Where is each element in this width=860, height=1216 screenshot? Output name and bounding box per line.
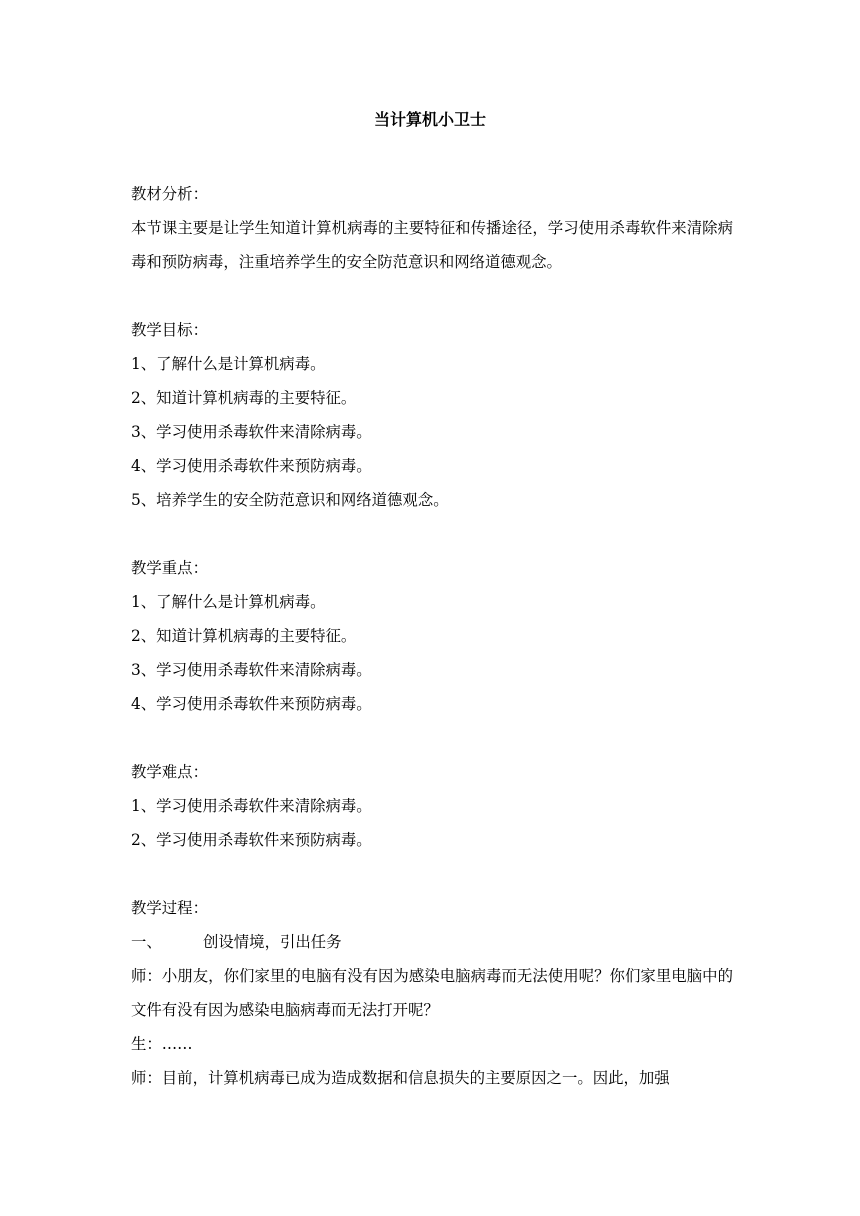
difficulties-heading: 教学难点：: [131, 763, 208, 781]
analysis-text: 本节课主要是让学生知道计算机病毒的主要特征和传播途径，学习使用杀毒软件来清除病毒和预防病毒，注重培养学生的安全防范意识和网络道德观念。: [131, 219, 733, 271]
goal-item: 3、学习使用杀毒软件来清除病毒。: [131, 423, 372, 441]
difficulty-item: 2、学习使用杀毒软件来预防病毒。: [131, 831, 372, 849]
difficulty-item: 1、学习使用杀毒软件来清除病毒。: [131, 797, 372, 815]
goal-item: 4、学习使用杀毒软件来预防病毒。: [131, 457, 372, 475]
goals-heading: 教学目标：: [131, 321, 208, 339]
spacer: [131, 517, 733, 551]
key-point-item: 4、学习使用杀毒软件来预防病毒。: [131, 695, 372, 713]
key-points-heading: 教学重点：: [131, 559, 208, 577]
spacer: [131, 279, 733, 313]
key-point-item: 1、了解什么是计算机病毒。: [131, 593, 326, 611]
process-heading: 教学过程：: [131, 899, 208, 917]
goal-item: 2、知道计算机病毒的主要特征。: [131, 389, 357, 407]
teacher-line: 师：目前，计算机病毒已成为造成数据和信息损失的主要原因之一。因此，加强: [131, 1069, 670, 1087]
teacher-line: 师：小朋友，你们家里的电脑有没有因为感染电脑病毒而无法使用呢？你们家里电脑中的文件有没有因为感染电脑病毒而无法打开呢？: [131, 967, 733, 1019]
goal-item: 1、了解什么是计算机病毒。: [131, 355, 326, 373]
key-point-item: 2、知道计算机病毒的主要特征。: [131, 627, 357, 645]
section-title: 创设情境，引出任务: [203, 933, 342, 951]
key-point-item: 3、学习使用杀毒软件来清除病毒。: [131, 661, 372, 679]
section-number: 一、: [131, 933, 162, 951]
document-title: 当计算机小卫士: [373, 110, 486, 129]
goal-item: 5、培养学生的安全防范意识和网络道德观念。: [131, 491, 449, 509]
spacer: [131, 721, 733, 755]
spacer: [131, 857, 733, 891]
process-section-heading: [131, 925, 733, 959]
analysis-heading: 教材分析：: [131, 185, 208, 203]
document-body: [131, 177, 733, 1095]
student-line: 生：……: [131, 1035, 193, 1053]
